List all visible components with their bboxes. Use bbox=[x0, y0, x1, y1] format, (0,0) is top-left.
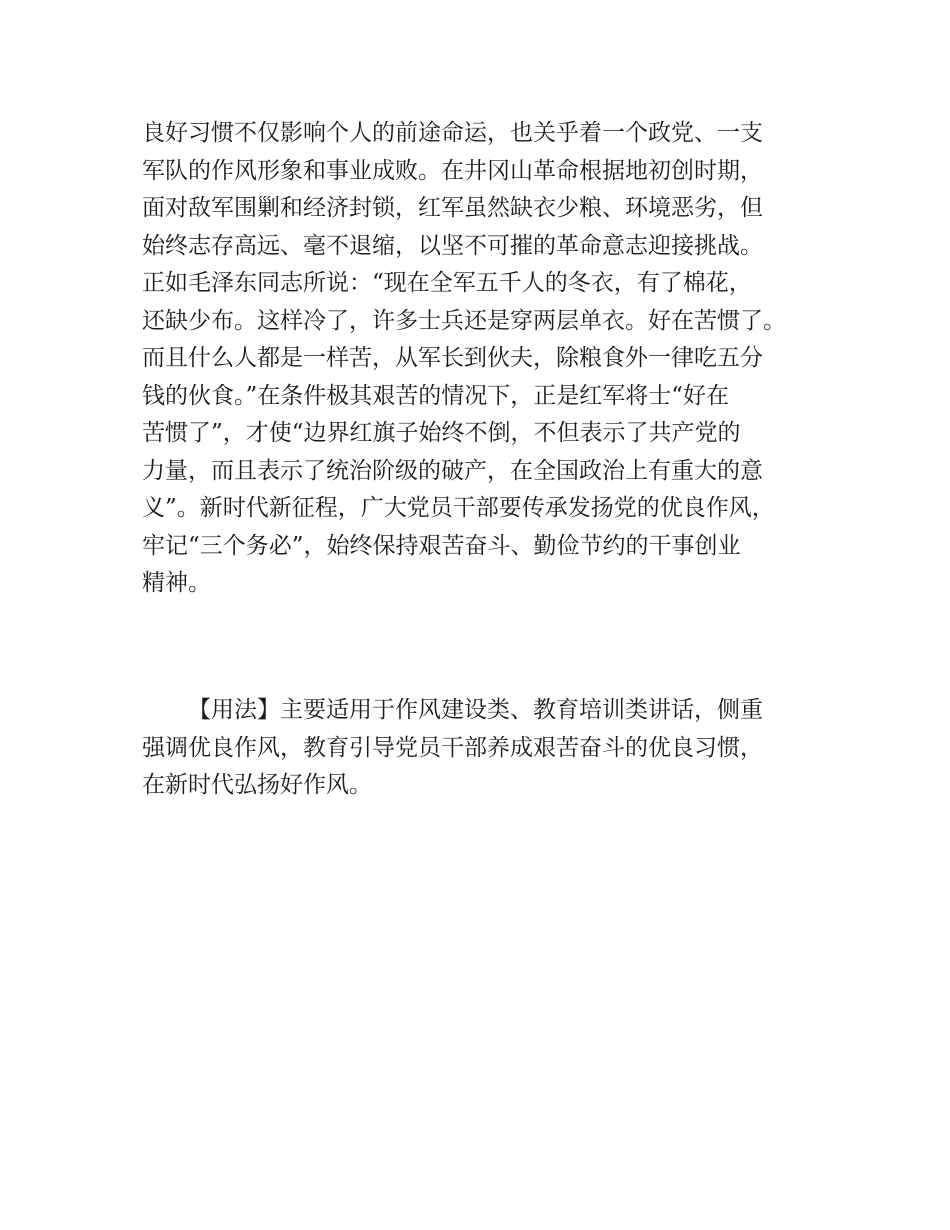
text-line: 正如毛泽东同志所说：“现在全军五千人的冬衣，有了棉花， bbox=[142, 270, 752, 296]
text-line: 强调优良作风，教育引导党员干部养成艰苦奋斗的优良习惯， bbox=[142, 734, 763, 761]
text-line: 精神。 bbox=[142, 570, 211, 596]
text-line: 【用法】主要适用于作风建设类、教育培训类讲话，侧重 bbox=[188, 697, 763, 723]
paragraph-usage bbox=[142, 692, 832, 805]
text-line: 面对敌军围剿和经济封锁，红军虽然缺衣少粮、环境恶劣，但 bbox=[142, 195, 763, 221]
text-line: 在新时代弘扬好作风。 bbox=[142, 772, 372, 798]
text-line: 还缺少布。这样冷了，许多士兵还是穿两层单衣。好在苦惯了。 bbox=[142, 307, 786, 334]
text-line: 始终志存高远、毫不退缩，以坚不可摧的革命意志迎接挑战。 bbox=[142, 232, 763, 259]
paragraph-main bbox=[142, 115, 832, 603]
text-line: 良好习惯不仅影响个人的前途命运，也关乎着一个政党、一支 bbox=[142, 120, 763, 146]
text-line: 而且什么人都是一样苦，从军长到伙夫，除粮食外一律吃五分 bbox=[142, 345, 763, 371]
text-line: 力量，而且表示了统治阶级的破产，在全国政治上有重大的意 bbox=[142, 457, 763, 484]
text-line: 军队的作风形象和事业成败。在井冈山革命根据地初创时期， bbox=[142, 157, 763, 184]
text-line: 苦惯了”，才使“边界红旗子始终不倒，不但表示了共产党的 bbox=[142, 420, 741, 446]
text-line: 牢记“三个务必”，始终保持艰苦奋斗、勤俭节约的干事创业 bbox=[142, 532, 741, 559]
text-line: 义”。新时代新征程，广大党员干部要传承发扬党的优良作风， bbox=[142, 495, 775, 521]
text-line: 钱的伙食。”在条件极其艰苦的情况下，正是红军将士“好在 bbox=[142, 382, 730, 409]
